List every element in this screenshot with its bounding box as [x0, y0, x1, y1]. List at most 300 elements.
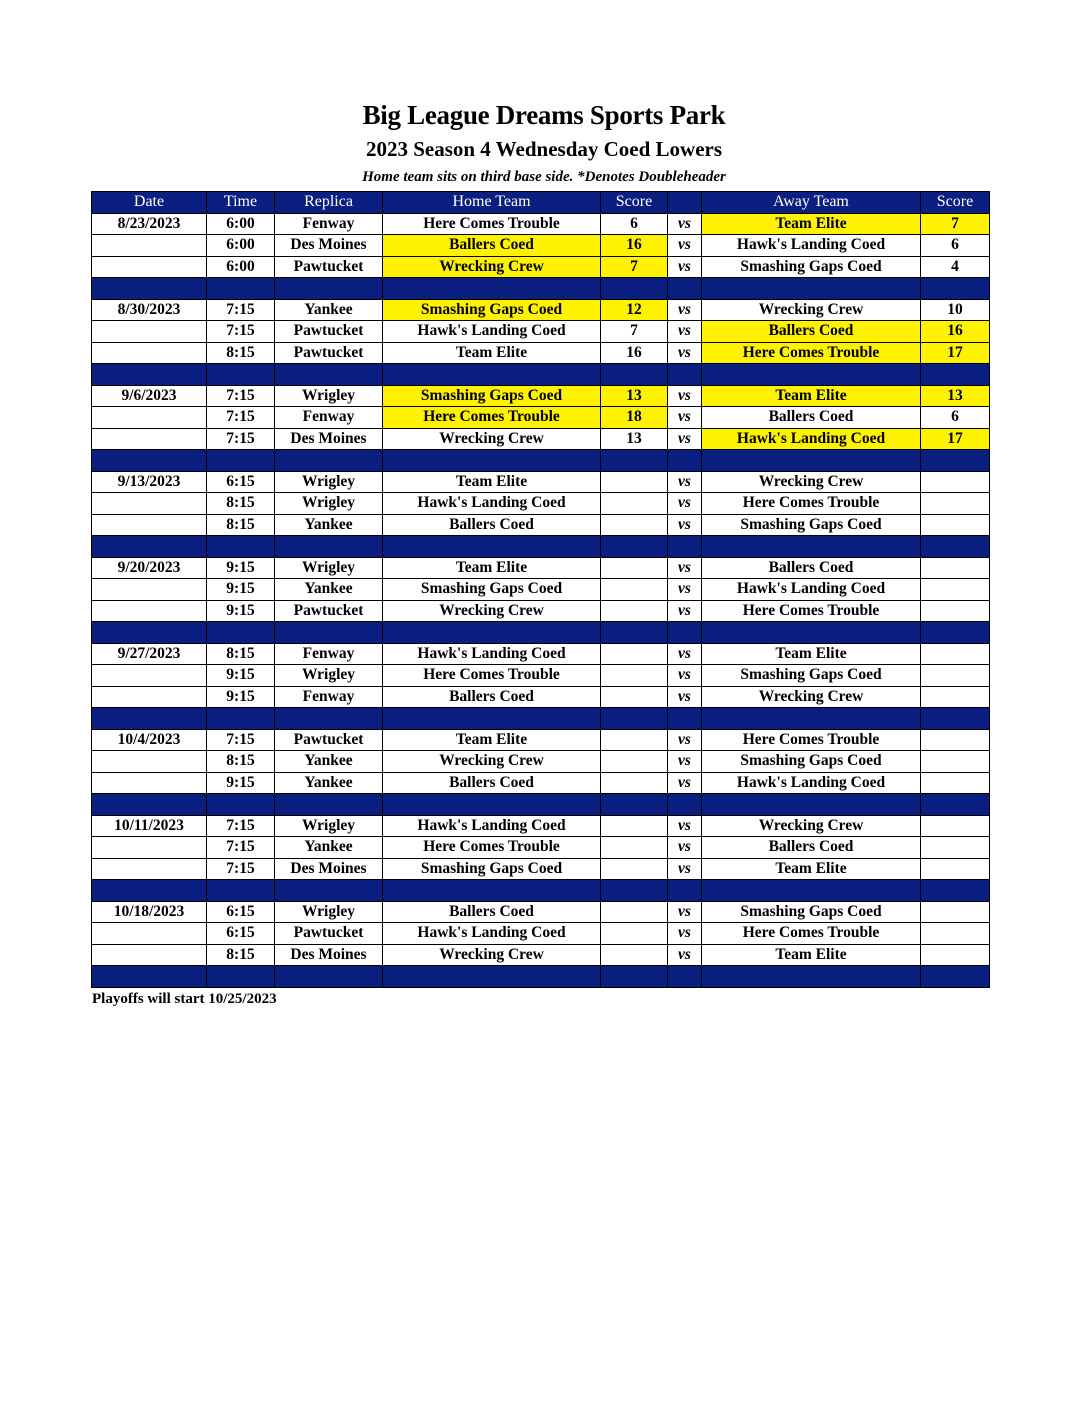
date-cell	[92, 256, 207, 278]
table-row	[92, 901, 990, 923]
table-row	[92, 837, 990, 859]
vs-cell: vs	[668, 342, 702, 364]
time-cell: 7:15	[207, 299, 275, 321]
date-cell	[92, 923, 207, 945]
away-team-cell: Hawk's Landing Coed	[702, 772, 921, 794]
table-row	[92, 944, 990, 966]
home-team-cell: Wrecking Crew	[383, 751, 601, 773]
replica-cell: Wrigley	[275, 901, 383, 923]
home-team-cell: Ballers Coed	[383, 901, 601, 923]
vs-cell: vs	[668, 772, 702, 794]
table-row	[92, 815, 990, 837]
table-row	[92, 751, 990, 773]
time-cell: 9:15	[207, 557, 275, 579]
table-row	[92, 772, 990, 794]
away-score-cell	[921, 751, 990, 773]
vs-cell: vs	[668, 944, 702, 966]
away-score-cell	[921, 643, 990, 665]
away-score-cell: 6	[921, 407, 990, 429]
separator-cell	[92, 880, 207, 902]
separator-cell	[702, 278, 921, 300]
separator-cell	[383, 364, 601, 386]
away-team-cell: Ballers Coed	[702, 407, 921, 429]
table-row	[92, 299, 990, 321]
replica-cell: Wrigley	[275, 493, 383, 515]
vs-cell: vs	[668, 235, 702, 257]
separator-cell	[207, 794, 275, 816]
replica-cell: Yankee	[275, 772, 383, 794]
date-cell	[92, 342, 207, 364]
away-team-cell: Hawk's Landing Coed	[702, 428, 921, 450]
separator-cell	[601, 794, 668, 816]
home-score-cell	[601, 837, 668, 859]
separator-cell	[275, 536, 383, 558]
home-score-cell	[601, 600, 668, 622]
separator-cell	[921, 880, 990, 902]
vs-cell: vs	[668, 643, 702, 665]
date-cell: 9/20/2023	[92, 557, 207, 579]
home-score-cell	[601, 772, 668, 794]
page-subtitle: 2023 Season 4 Wednesday Coed Lowers	[365, 137, 723, 161]
time-cell: 6:15	[207, 923, 275, 945]
time-cell: 9:15	[207, 686, 275, 708]
away-score-cell	[921, 729, 990, 751]
separator-cell	[92, 966, 207, 988]
away-score-cell	[921, 686, 990, 708]
separator-cell	[668, 794, 702, 816]
col-header-date: Date	[92, 192, 207, 214]
separator-cell	[601, 966, 668, 988]
table-row	[92, 235, 990, 257]
separator-cell	[207, 708, 275, 730]
time-cell: 6:15	[207, 471, 275, 493]
away-team-cell: Smashing Gaps Coed	[702, 665, 921, 687]
home-score-cell	[601, 665, 668, 687]
week-separator-row	[92, 880, 990, 902]
date-cell: 9/6/2023	[92, 385, 207, 407]
separator-cell	[275, 794, 383, 816]
time-cell: 8:15	[207, 643, 275, 665]
vs-cell: vs	[668, 385, 702, 407]
replica-cell: Wrigley	[275, 385, 383, 407]
home-team-cell: Here Comes Trouble	[383, 837, 601, 859]
separator-cell	[702, 364, 921, 386]
home-team-cell: Smashing Gaps Coed	[383, 299, 601, 321]
home-score-cell	[601, 686, 668, 708]
separator-cell	[668, 364, 702, 386]
away-team-cell: Smashing Gaps Coed	[702, 751, 921, 773]
separator-cell	[383, 622, 601, 644]
separator-cell	[921, 450, 990, 472]
separator-cell	[921, 966, 990, 988]
home-team-cell: Hawk's Landing Coed	[383, 923, 601, 945]
separator-cell	[383, 536, 601, 558]
away-team-cell: Ballers Coed	[702, 557, 921, 579]
date-cell	[92, 837, 207, 859]
away-score-cell	[921, 901, 990, 923]
home-score-cell	[601, 751, 668, 773]
home-team-cell: Ballers Coed	[383, 772, 601, 794]
date-cell: 8/23/2023	[92, 213, 207, 235]
date-cell: 9/27/2023	[92, 643, 207, 665]
home-score-cell: 12	[601, 299, 668, 321]
separator-cell	[601, 536, 668, 558]
table-row	[92, 342, 990, 364]
time-cell: 6:15	[207, 901, 275, 923]
separator-cell	[275, 966, 383, 988]
separator-cell	[207, 278, 275, 300]
date-cell	[92, 579, 207, 601]
vs-cell: vs	[668, 428, 702, 450]
separator-cell	[702, 536, 921, 558]
home-team-cell: Team Elite	[383, 471, 601, 493]
schedule-body	[92, 213, 990, 987]
date-cell: 10/11/2023	[92, 815, 207, 837]
away-team-cell: Here Comes Trouble	[702, 600, 921, 622]
home-team-cell: Wrecking Crew	[383, 428, 601, 450]
replica-cell: Pawtucket	[275, 321, 383, 343]
home-score-cell	[601, 944, 668, 966]
date-cell	[92, 686, 207, 708]
schedule-note: Home team sits on third base side. *Denotes Doubleheader	[362, 169, 726, 185]
away-team-cell: Ballers Coed	[702, 837, 921, 859]
time-cell: 8:15	[207, 944, 275, 966]
table-row	[92, 557, 990, 579]
away-team-cell: Smashing Gaps Coed	[702, 256, 921, 278]
away-team-cell: Wrecking Crew	[702, 471, 921, 493]
away-score-cell	[921, 514, 990, 536]
date-cell	[92, 600, 207, 622]
home-team-cell: Wrecking Crew	[383, 944, 601, 966]
vs-cell: vs	[668, 665, 702, 687]
separator-cell	[702, 622, 921, 644]
separator-cell	[921, 622, 990, 644]
home-score-cell: 7	[601, 321, 668, 343]
separator-cell	[383, 450, 601, 472]
home-team-cell: Smashing Gaps Coed	[383, 579, 601, 601]
replica-cell: Pawtucket	[275, 729, 383, 751]
away-team-cell: Smashing Gaps Coed	[702, 514, 921, 536]
replica-cell: Des Moines	[275, 944, 383, 966]
table-row	[92, 665, 990, 687]
vs-cell: vs	[668, 729, 702, 751]
home-team-cell: Smashing Gaps Coed	[383, 858, 601, 880]
time-cell: 7:15	[207, 815, 275, 837]
vs-cell: vs	[668, 923, 702, 945]
date-cell	[92, 772, 207, 794]
date-cell: 10/18/2023	[92, 901, 207, 923]
week-separator-row	[92, 536, 990, 558]
away-score-cell	[921, 815, 990, 837]
home-score-cell: 16	[601, 342, 668, 364]
away-team-cell: Here Comes Trouble	[702, 923, 921, 945]
away-score-cell	[921, 665, 990, 687]
home-score-cell	[601, 579, 668, 601]
table-row	[92, 493, 990, 515]
away-score-cell: 16	[921, 321, 990, 343]
date-cell	[92, 321, 207, 343]
replica-cell: Pawtucket	[275, 923, 383, 945]
table-row	[92, 643, 990, 665]
away-score-cell	[921, 579, 990, 601]
away-team-cell: Ballers Coed	[702, 321, 921, 343]
away-team-cell: Here Comes Trouble	[702, 729, 921, 751]
time-cell: 7:15	[207, 385, 275, 407]
separator-cell	[921, 364, 990, 386]
time-cell: 7:15	[207, 729, 275, 751]
time-cell: 7:15	[207, 428, 275, 450]
table-row	[92, 858, 990, 880]
home-score-cell	[601, 901, 668, 923]
separator-cell	[207, 450, 275, 472]
vs-cell: vs	[668, 858, 702, 880]
replica-cell: Des Moines	[275, 858, 383, 880]
replica-cell: Wrigley	[275, 471, 383, 493]
away-team-cell: Here Comes Trouble	[702, 493, 921, 515]
replica-cell: Fenway	[275, 686, 383, 708]
separator-cell	[92, 794, 207, 816]
away-team-cell: Wrecking Crew	[702, 299, 921, 321]
date-cell	[92, 944, 207, 966]
time-cell: 8:15	[207, 493, 275, 515]
replica-cell: Pawtucket	[275, 600, 383, 622]
away-team-cell: Wrecking Crew	[702, 815, 921, 837]
home-team-cell: Here Comes Trouble	[383, 407, 601, 429]
away-team-cell: Team Elite	[702, 385, 921, 407]
date-cell	[92, 428, 207, 450]
date-cell: 8/30/2023	[92, 299, 207, 321]
home-score-cell	[601, 729, 668, 751]
replica-cell: Yankee	[275, 299, 383, 321]
vs-cell: vs	[668, 579, 702, 601]
separator-cell	[921, 278, 990, 300]
away-team-cell: Wrecking Crew	[702, 686, 921, 708]
home-team-cell: Hawk's Landing Coed	[383, 493, 601, 515]
home-team-cell: Ballers Coed	[383, 514, 601, 536]
separator-cell	[668, 966, 702, 988]
away-team-cell: Team Elite	[702, 213, 921, 235]
home-team-cell: Hawk's Landing Coed	[383, 815, 601, 837]
away-score-cell: 17	[921, 342, 990, 364]
replica-cell: Fenway	[275, 643, 383, 665]
away-score-cell	[921, 557, 990, 579]
time-cell: 6:00	[207, 256, 275, 278]
table-row	[92, 385, 990, 407]
home-team-cell: Hawk's Landing Coed	[383, 321, 601, 343]
away-team-cell: Hawk's Landing Coed	[702, 579, 921, 601]
home-score-cell: 18	[601, 407, 668, 429]
home-score-cell: 7	[601, 256, 668, 278]
time-cell: 9:15	[207, 600, 275, 622]
home-score-cell: 13	[601, 428, 668, 450]
separator-cell	[668, 536, 702, 558]
home-team-cell: Here Comes Trouble	[383, 665, 601, 687]
time-cell: 9:15	[207, 665, 275, 687]
separator-cell	[668, 708, 702, 730]
table-row	[92, 256, 990, 278]
week-separator-row	[92, 278, 990, 300]
vs-cell: vs	[668, 256, 702, 278]
separator-cell	[275, 622, 383, 644]
away-score-cell	[921, 858, 990, 880]
col-header-vs	[668, 192, 702, 214]
away-team-cell: Team Elite	[702, 944, 921, 966]
home-score-cell: 13	[601, 385, 668, 407]
page-title: Big League Dreams Sports Park	[362, 100, 726, 130]
separator-cell	[702, 450, 921, 472]
away-score-cell	[921, 493, 990, 515]
col-header-replica: Replica	[275, 192, 383, 214]
home-team-cell: Smashing Gaps Coed	[383, 385, 601, 407]
week-separator-row	[92, 794, 990, 816]
replica-cell: Des Moines	[275, 235, 383, 257]
home-score-cell	[601, 815, 668, 837]
separator-cell	[601, 364, 668, 386]
replica-cell: Wrigley	[275, 665, 383, 687]
table-row	[92, 923, 990, 945]
vs-cell: vs	[668, 213, 702, 235]
home-score-cell	[601, 514, 668, 536]
separator-cell	[92, 278, 207, 300]
separator-cell	[207, 622, 275, 644]
separator-cell	[601, 708, 668, 730]
away-score-cell	[921, 944, 990, 966]
separator-cell	[702, 880, 921, 902]
away-score-cell	[921, 837, 990, 859]
separator-cell	[668, 880, 702, 902]
away-team-cell: Team Elite	[702, 643, 921, 665]
home-team-cell: Team Elite	[383, 729, 601, 751]
away-score-cell: 10	[921, 299, 990, 321]
time-cell: 9:15	[207, 579, 275, 601]
away-team-cell: Hawk's Landing Coed	[702, 235, 921, 257]
replica-cell: Yankee	[275, 514, 383, 536]
home-score-cell	[601, 557, 668, 579]
away-score-cell: 13	[921, 385, 990, 407]
separator-cell	[275, 708, 383, 730]
vs-cell: vs	[668, 686, 702, 708]
separator-cell	[383, 880, 601, 902]
table-row	[92, 428, 990, 450]
time-cell: 8:15	[207, 751, 275, 773]
away-score-cell: 7	[921, 213, 990, 235]
separator-cell	[92, 708, 207, 730]
date-cell	[92, 858, 207, 880]
separator-cell	[702, 794, 921, 816]
home-score-cell	[601, 923, 668, 945]
away-score-cell: 17	[921, 428, 990, 450]
date-cell: 10/4/2023	[92, 729, 207, 751]
separator-cell	[601, 622, 668, 644]
replica-cell: Yankee	[275, 579, 383, 601]
home-team-cell: Hawk's Landing Coed	[383, 643, 601, 665]
time-cell: 8:15	[207, 342, 275, 364]
vs-cell: vs	[668, 321, 702, 343]
time-cell: 8:15	[207, 514, 275, 536]
vs-cell: vs	[668, 901, 702, 923]
table-row	[92, 600, 990, 622]
table-row	[92, 729, 990, 751]
replica-cell: Wrigley	[275, 557, 383, 579]
separator-cell	[275, 880, 383, 902]
home-score-cell	[601, 643, 668, 665]
time-cell: 7:15	[207, 858, 275, 880]
playoffs-note: Playoffs will start 10/25/2023	[92, 991, 277, 1007]
home-team-cell: Team Elite	[383, 557, 601, 579]
separator-cell	[668, 450, 702, 472]
separator-cell	[275, 450, 383, 472]
replica-cell: Pawtucket	[275, 342, 383, 364]
separator-cell	[601, 880, 668, 902]
week-separator-row	[92, 450, 990, 472]
home-team-cell: Ballers Coed	[383, 686, 601, 708]
replica-cell: Yankee	[275, 837, 383, 859]
separator-cell	[383, 278, 601, 300]
home-team-cell: Wrecking Crew	[383, 600, 601, 622]
home-team-cell: Here Comes Trouble	[383, 213, 601, 235]
week-separator-row	[92, 708, 990, 730]
vs-cell: vs	[668, 471, 702, 493]
away-team-cell: Team Elite	[702, 858, 921, 880]
vs-cell: vs	[668, 514, 702, 536]
date-cell	[92, 665, 207, 687]
col-header-time: Time	[207, 192, 275, 214]
separator-cell	[383, 708, 601, 730]
separator-cell	[92, 536, 207, 558]
week-separator-row	[92, 364, 990, 386]
vs-cell: vs	[668, 407, 702, 429]
separator-cell	[275, 278, 383, 300]
table-row	[92, 407, 990, 429]
separator-cell	[668, 622, 702, 644]
separator-cell	[702, 708, 921, 730]
week-separator-row	[92, 966, 990, 988]
home-score-cell	[601, 858, 668, 880]
away-score-cell	[921, 923, 990, 945]
col-header-home-team: Home Team	[383, 192, 601, 214]
time-cell: 7:15	[207, 837, 275, 859]
date-cell	[92, 407, 207, 429]
separator-cell	[92, 622, 207, 644]
separator-cell	[275, 364, 383, 386]
table-row	[92, 471, 990, 493]
vs-cell: vs	[668, 837, 702, 859]
home-score-cell: 16	[601, 235, 668, 257]
time-cell: 7:15	[207, 321, 275, 343]
home-team-cell: Wrecking Crew	[383, 256, 601, 278]
home-team-cell: Ballers Coed	[383, 235, 601, 257]
table-header-row	[92, 192, 990, 214]
separator-cell	[383, 966, 601, 988]
separator-cell	[92, 450, 207, 472]
away-team-cell: Smashing Gaps Coed	[702, 901, 921, 923]
separator-cell	[921, 536, 990, 558]
replica-cell: Des Moines	[275, 428, 383, 450]
separator-cell	[921, 794, 990, 816]
vs-cell: vs	[668, 557, 702, 579]
table-row	[92, 686, 990, 708]
week-separator-row	[92, 622, 990, 644]
replica-cell: Fenway	[275, 407, 383, 429]
time-cell: 7:15	[207, 407, 275, 429]
replica-cell: Pawtucket	[275, 256, 383, 278]
replica-cell: Yankee	[275, 751, 383, 773]
separator-cell	[92, 364, 207, 386]
time-cell: 9:15	[207, 772, 275, 794]
home-score-cell: 6	[601, 213, 668, 235]
time-cell: 6:00	[207, 235, 275, 257]
col-header-away-score: Score	[921, 192, 990, 214]
